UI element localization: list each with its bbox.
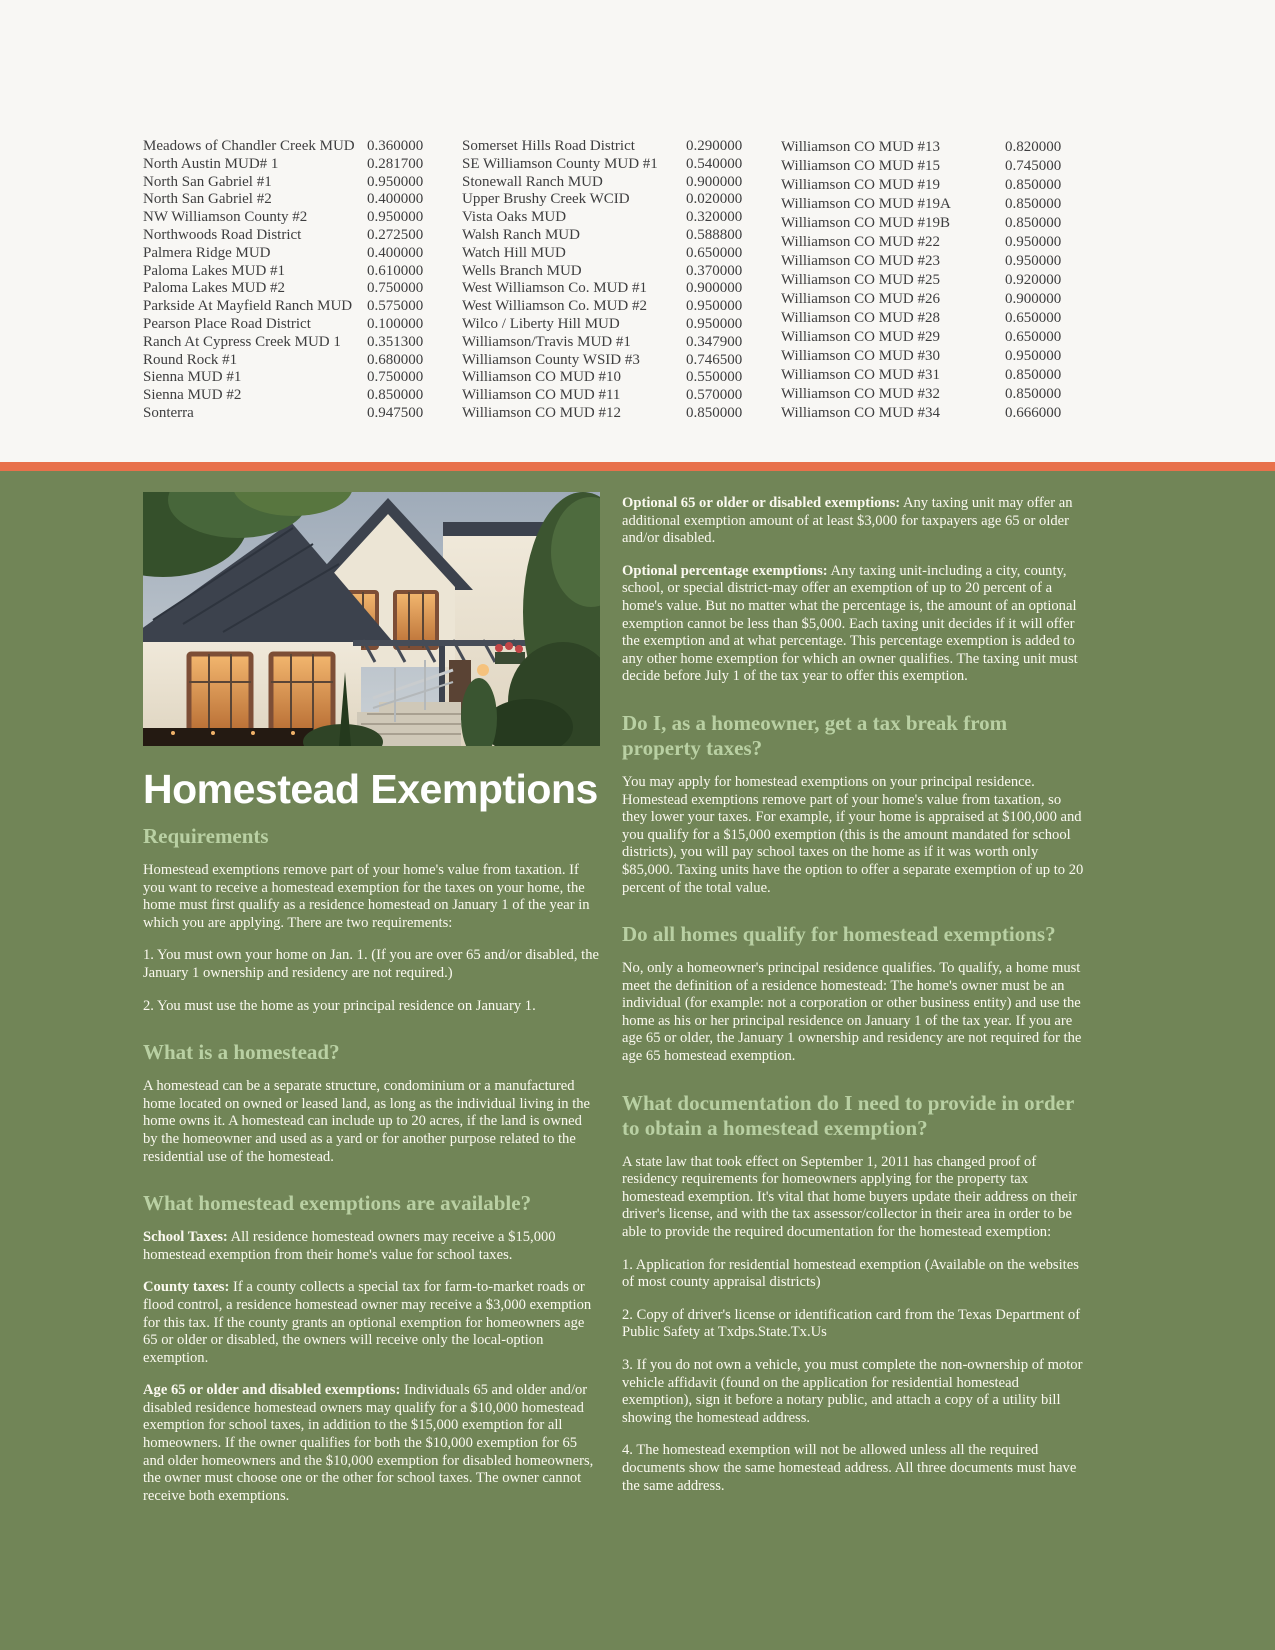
district-name: Williamson CO MUD #19 bbox=[781, 177, 940, 193]
table-row bbox=[143, 387, 431, 405]
rate-value: 0.950000 bbox=[1005, 234, 1062, 250]
district-name: Stonewall Ranch MUD bbox=[462, 173, 603, 190]
table-row bbox=[143, 352, 431, 370]
district-name: Williamson CO MUD #25 bbox=[781, 272, 940, 288]
district-name: Vista Oaks MUD bbox=[462, 209, 567, 226]
accent-divider-bar bbox=[0, 462, 1275, 471]
district-name: Williamson/Travis MUD #1 bbox=[462, 333, 631, 350]
district-name: Williamson CO MUD #26 bbox=[781, 291, 940, 307]
district-name: West Williamson Co. MUD #1 bbox=[462, 280, 647, 297]
table-row bbox=[462, 334, 750, 352]
table-row bbox=[143, 156, 431, 174]
district-name: NW Williamson County #2 bbox=[143, 209, 308, 226]
rate-value: 0.540000 bbox=[686, 155, 743, 172]
table-row bbox=[462, 245, 750, 263]
rate-value: 0.850000 bbox=[1005, 367, 1062, 383]
rate-value: 0.347900 bbox=[686, 333, 743, 350]
district-name: Williamson CO MUD #19B bbox=[781, 215, 950, 231]
table-row bbox=[143, 174, 431, 192]
text-county-taxes: If a county collects a special tax for farm-to-market roads or flood control, a residence homestead owner may receive a $3,000 exemption for this tax. If the county grants an optional exemption for homeowners age 65 or older or disabled, the owners will receive only the local-option exemption. bbox=[143, 1279, 592, 1366]
district-name: Williamson CO MUD #10 bbox=[462, 369, 621, 386]
rate-value: 0.650000 bbox=[1005, 310, 1062, 326]
lead-school-taxes: School Taxes: bbox=[143, 1229, 228, 1246]
rate-value: 0.588800 bbox=[686, 226, 743, 243]
rate-value: 0.272500 bbox=[367, 226, 424, 243]
rate-table-column-3 bbox=[781, 138, 1069, 462]
district-name: Williamson CO MUD #23 bbox=[781, 253, 940, 269]
rate-value: 0.575000 bbox=[367, 298, 424, 315]
table-row bbox=[143, 369, 431, 387]
table-row bbox=[462, 369, 750, 387]
table-row bbox=[143, 263, 431, 281]
table-row bbox=[143, 227, 431, 245]
rate-value: 0.351300 bbox=[367, 333, 424, 350]
table-row bbox=[781, 214, 1069, 233]
rate-value: 0.360000 bbox=[367, 138, 424, 154]
rate-value: 0.950000 bbox=[367, 173, 424, 190]
rate-value: 0.900000 bbox=[1005, 291, 1062, 307]
table-row bbox=[462, 191, 750, 209]
district-name: Sienna MUD #2 bbox=[143, 387, 242, 404]
district-name: Williamson CO MUD #11 bbox=[462, 387, 621, 404]
rate-value: 0.666000 bbox=[1005, 405, 1062, 421]
table-row bbox=[143, 298, 431, 316]
district-name: Wilco / Liberty Hill MUD bbox=[462, 315, 620, 332]
district-name: North San Gabriel #1 bbox=[143, 173, 272, 190]
rate-value: 0.950000 bbox=[1005, 348, 1062, 364]
rate-value: 0.850000 bbox=[1005, 215, 1062, 231]
district-name: Wells Branch MUD bbox=[462, 262, 582, 279]
table-row bbox=[462, 387, 750, 405]
house-photo bbox=[143, 492, 600, 746]
rate-value: 0.850000 bbox=[1005, 386, 1062, 402]
table-row bbox=[143, 138, 431, 156]
text-optional-65: Any taxing unit may offer an additional exemption amount of at least $3,000 for taxpayers age 65 or older and/or disabled. bbox=[622, 495, 1073, 547]
table-row bbox=[781, 176, 1069, 195]
text-age65-disabled: Individuals 65 and older and/or disabled residence homestead owners may qualify for a $10,000 homestead exemption for school taxes, in addition to the $15,000 exemption for all homeowners. If the owner qualifies for both the $10,000 exemption for 65 and older homeowners and the $10,000 exemption for disabled homeowners, the owner must choose one or the other for school taxes. The owner cannot receive both exemptions. bbox=[143, 1382, 594, 1504]
district-name: Somerset Hills Road District bbox=[462, 138, 635, 154]
table-row bbox=[462, 174, 750, 192]
district-name: Paloma Lakes MUD #1 bbox=[143, 262, 286, 279]
district-name: Meadows of Chandler Creek MUD bbox=[143, 138, 355, 154]
left-column bbox=[143, 492, 600, 1650]
table-row bbox=[462, 316, 750, 334]
district-name: North Austin MUD# 1 bbox=[143, 155, 279, 172]
rate-value: 0.610000 bbox=[367, 262, 424, 279]
table-row bbox=[781, 138, 1069, 157]
section-heading-exemptions-available: What homestead exemptions are available? bbox=[143, 1191, 532, 1216]
table-row bbox=[143, 209, 431, 227]
rate-value: 0.950000 bbox=[686, 298, 743, 315]
district-name: Williamson CO MUD #13 bbox=[781, 139, 940, 155]
district-name: Pearson Place Road District bbox=[143, 315, 311, 332]
section-heading-what-is-homestead: What is a homestead? bbox=[143, 1040, 340, 1065]
paragraph-tax-break: You may apply for homestead exemptions on your principal residence. Homestead exemptions remove part of your home's value from taxation, so they lower your taxes. For example, if your home is appraised at $100,000 and you qualify for a $15,000 exemption (this is the amount mandated for school districts), you will pay school taxes on the home as if it was worth only $85,000. Taxing units have the option to offer a separate exemption of up to 20 percent of the total value. bbox=[622, 773, 1084, 896]
district-name: Williamson CO MUD #34 bbox=[781, 405, 940, 421]
table-row bbox=[462, 298, 750, 316]
section-heading-documentation: What documentation do I need to provide in order to obtain a homestead exemption? bbox=[622, 1090, 1074, 1140]
section-heading-requirements: Requirements bbox=[143, 824, 269, 848]
table-row bbox=[462, 209, 750, 227]
paragraph-requirement-1: 1. You must own your home on Jan. 1. (If you are over 65 and/or disabled, the January 1 ownership and residency are not required.) bbox=[143, 947, 599, 981]
table-row bbox=[462, 280, 750, 298]
list-item-4: 4. The homestead exemption will not be allowed unless all the required documents show the same homestead address. All three documents must have the same address. bbox=[622, 1442, 1077, 1494]
list-item-2: 2. Copy of driver's license or identification card from the Texas Department of Public Safety at Txdps.State.Tx.Us bbox=[622, 1306, 1081, 1341]
paragraph-county-taxes bbox=[143, 1279, 600, 1367]
table-row bbox=[781, 290, 1069, 309]
rate-value: 0.370000 bbox=[686, 262, 743, 279]
lead-county-taxes: County taxes: bbox=[143, 1279, 230, 1296]
paragraph-what-is-homestead: A homestead can be a separate structure, condominium or a manufactured home located on owned or leased land, as long as the individual living in the home owns it. A homestead can include up to 20 acres, if the land is owned by the homeowner and used as a yard or for another purpose related to the residential use of the homestead. bbox=[143, 1078, 591, 1165]
district-name: Walsh Ranch MUD bbox=[462, 226, 580, 243]
rate-value: 0.950000 bbox=[1005, 253, 1062, 269]
text-optional-percentage: Any taxing unit-including a city, county, school, or special district-may offer an exemption of up to 20 percent of a home's value. But no matter what the percentage is, the amount of an optional exemption cannot be less than $5,000. Each taxing unit decides if it will offer the exemption and at what percentage. This percentage exemption is added to any other home exemption for which an owner qualifies. The taxing unit must decide before July 1 of the tax year to offer this exemption. bbox=[622, 562, 1078, 685]
paragraph-requirement-2: 2. You must use the home as your principal residence on January 1. bbox=[143, 997, 536, 1014]
rate-value: 0.850000 bbox=[367, 387, 424, 404]
rate-value: 0.950000 bbox=[686, 315, 743, 332]
table-row bbox=[462, 138, 750, 156]
rate-value: 0.920000 bbox=[1005, 272, 1062, 288]
district-name: Williamson CO MUD #28 bbox=[781, 310, 940, 326]
rate-value: 0.320000 bbox=[686, 209, 743, 226]
paragraph-do-all-homes-qualify: No, only a homeowner's principal residence qualifies. To qualify, a home must meet the definition of a residence homestead: The home's owner must be an individual (for example: not a corporation or other business entity) and use the home as his or her principal residence on January 1 of the tax year. If you are age 65 or older, the January 1 ownership and residency are not required for the age 65 homestead exemption. bbox=[622, 960, 1082, 1065]
table-row bbox=[462, 227, 750, 245]
district-name: Williamson CO MUD #30 bbox=[781, 348, 940, 364]
rate-value: 0.400000 bbox=[367, 244, 424, 261]
table-row bbox=[781, 252, 1069, 271]
district-name: Williamson CO MUD #22 bbox=[781, 234, 940, 250]
rate-value: 0.680000 bbox=[367, 351, 424, 368]
rate-value: 0.281700 bbox=[367, 155, 424, 172]
rate-value: 0.750000 bbox=[367, 280, 424, 297]
rate-value: 0.900000 bbox=[686, 280, 743, 297]
table-row bbox=[462, 352, 750, 370]
rate-value: 0.020000 bbox=[686, 191, 743, 208]
table-row bbox=[143, 191, 431, 209]
paragraph-school-taxes bbox=[143, 1229, 600, 1264]
list-item-1: 1. Application for residential homestead exemption (Available on the websites of most county appraisal districts) bbox=[622, 1256, 1079, 1291]
district-name: Sonterra bbox=[143, 404, 194, 421]
lead-optional-65: Optional 65 or older or disabled exemptions: bbox=[622, 495, 901, 511]
district-name: Williamson County WSID #3 bbox=[462, 351, 640, 368]
table-row bbox=[143, 280, 431, 298]
rate-value: 0.570000 bbox=[686, 387, 743, 404]
table-row bbox=[781, 366, 1069, 385]
table-row bbox=[781, 309, 1069, 328]
rate-value: 0.100000 bbox=[367, 315, 424, 332]
district-name: Ranch At Cypress Creek MUD 1 bbox=[143, 333, 341, 350]
table-row bbox=[462, 156, 750, 174]
table-row bbox=[781, 195, 1069, 214]
table-row bbox=[462, 263, 750, 281]
lead-optional-percentage: Optional percentage exemptions: bbox=[622, 562, 828, 579]
district-name: West Williamson Co. MUD #2 bbox=[462, 298, 647, 315]
table-row bbox=[781, 347, 1069, 366]
rate-value: 0.400000 bbox=[367, 191, 424, 208]
rate-value: 0.820000 bbox=[1005, 139, 1062, 155]
rate-value: 0.745000 bbox=[1005, 158, 1062, 174]
paragraph-optional-percentage bbox=[622, 563, 1089, 686]
table-row bbox=[143, 316, 431, 334]
district-name: Williamson CO MUD #29 bbox=[781, 329, 940, 345]
rate-value: 0.950000 bbox=[367, 209, 424, 226]
district-name: Paloma Lakes MUD #2 bbox=[143, 280, 286, 297]
rate-value: 0.947500 bbox=[367, 404, 424, 421]
district-name: North San Gabriel #2 bbox=[143, 191, 272, 208]
list-item-3: 3. If you do not own a vehicle, you must complete the non-ownership of motor vehicle affidavit (found on the application for residential homestead exemption), sign it before a notary public, and attach a copy of a utility bill showing the homestead address. bbox=[622, 1357, 1083, 1426]
rate-value: 0.850000 bbox=[1005, 196, 1062, 212]
rate-value: 0.850000 bbox=[1005, 177, 1062, 193]
table-row bbox=[462, 405, 750, 423]
district-name: Upper Brushy Creek WCID bbox=[462, 191, 630, 208]
page-title: Homestead Exemptions bbox=[143, 766, 598, 812]
lead-age65-disabled: Age 65 or older and disabled exemptions: bbox=[143, 1382, 401, 1399]
table-row bbox=[781, 404, 1069, 423]
table-row bbox=[143, 245, 431, 263]
rate-table-column-2 bbox=[462, 138, 750, 462]
district-name: Parkside At Mayfield Ranch MUD bbox=[143, 298, 353, 315]
text-school-taxes: All residence homestead owners may receive a $15,000 homestead exemption from their home's value for school taxes. bbox=[143, 1229, 556, 1263]
table-row bbox=[143, 405, 431, 423]
right-column bbox=[622, 492, 1089, 1650]
rate-value: 0.650000 bbox=[686, 244, 743, 261]
district-name: Palmera Ridge MUD bbox=[143, 244, 271, 261]
district-name: Williamson CO MUD #15 bbox=[781, 158, 940, 174]
district-name: Williamson CO MUD #32 bbox=[781, 386, 940, 402]
rate-value: 0.550000 bbox=[686, 369, 743, 386]
rate-value: 0.290000 bbox=[686, 138, 743, 154]
district-name: Williamson CO MUD #19A bbox=[781, 196, 951, 212]
article-body bbox=[0, 471, 1275, 1650]
table-row bbox=[781, 157, 1069, 176]
paragraph-intro: Homestead exemptions remove part of your home's value from taxation. If you want to receive a homestead exemption for the taxes on your home, the home must first qualify as a residence homestead on January 1 of the year in which you are applying. There are two requirements: bbox=[143, 862, 590, 931]
section-heading-do-all-homes-qualify: Do all homes qualify for homestead exemptions? bbox=[622, 922, 1056, 947]
district-name: Watch Hill MUD bbox=[462, 244, 566, 261]
table-row bbox=[781, 385, 1069, 404]
table-row bbox=[781, 271, 1069, 290]
paragraph-documentation: A state law that took effect on September 1, 2011 has changed proof of residency requirements for homeowners applying for the property tax homestead exemption. It's vital that home buyers update their address on their driver's license, and with the tax assessor/collector in their area in order to be able to provide the required documentation for the homestead exemption: bbox=[622, 1153, 1077, 1241]
section-heading-tax-break: Do I, as a homeowner, get a tax break from property taxes? bbox=[622, 710, 1008, 760]
rate-value: 0.650000 bbox=[1005, 329, 1062, 345]
rate-value: 0.750000 bbox=[367, 369, 424, 386]
table-row bbox=[143, 334, 431, 352]
table-row bbox=[781, 233, 1069, 252]
district-name: Round Rock #1 bbox=[143, 351, 238, 368]
rate-table bbox=[0, 0, 1275, 462]
paragraph-age65-disabled bbox=[143, 1382, 600, 1505]
district-name: SE Williamson County MUD #1 bbox=[462, 155, 658, 172]
rate-value: 0.900000 bbox=[686, 173, 743, 190]
district-name: Williamson CO MUD #31 bbox=[781, 367, 940, 383]
rate-value: 0.746500 bbox=[686, 351, 743, 368]
paragraph-optional-65 bbox=[622, 495, 1089, 548]
district-name: Sienna MUD #1 bbox=[143, 369, 242, 386]
rate-table-column-1 bbox=[143, 138, 431, 462]
district-name: Northwoods Road District bbox=[143, 226, 302, 243]
table-row bbox=[781, 328, 1069, 347]
rate-value: 0.850000 bbox=[686, 404, 743, 421]
district-name: Williamson CO MUD #12 bbox=[462, 404, 621, 421]
